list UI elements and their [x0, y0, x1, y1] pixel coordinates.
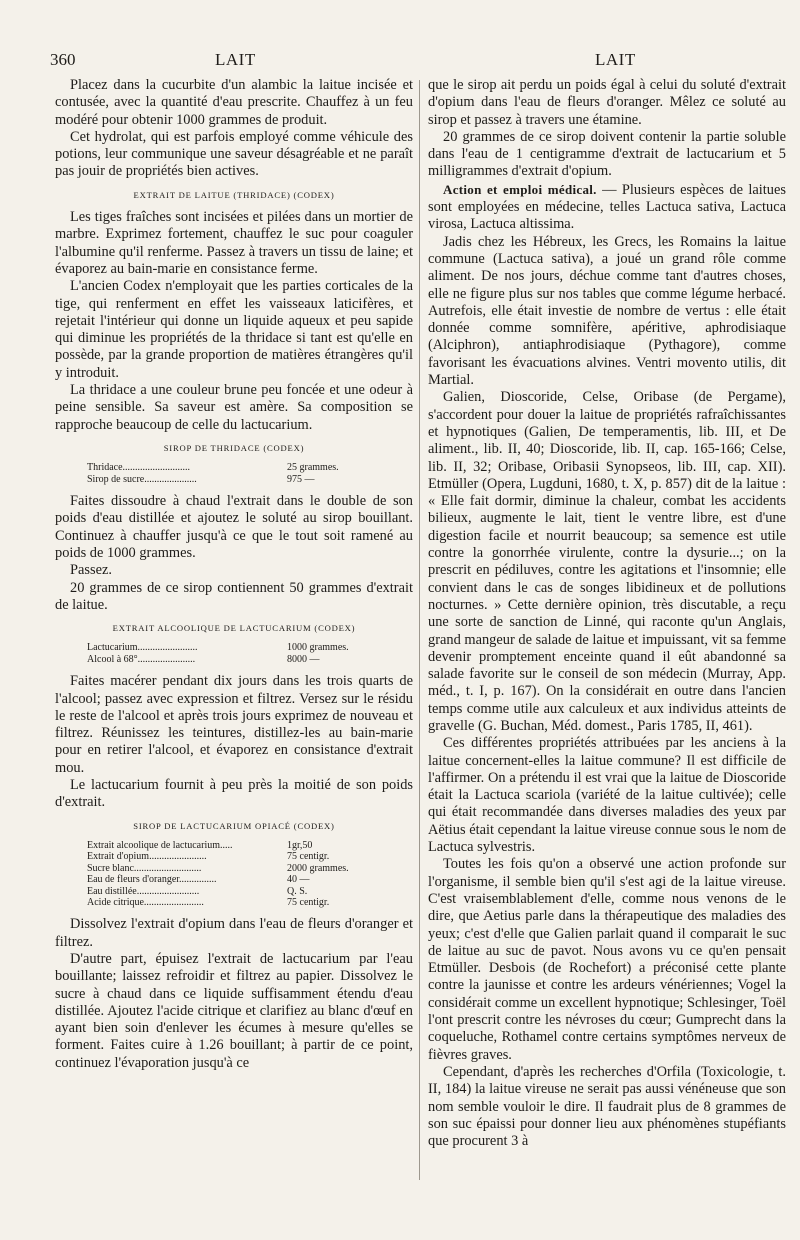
quantity: 25 grammes.	[287, 462, 339, 474]
paragraph: que le sirop ait perdu un poids égal à celui du soluté d'extrait d'opium dans l'eau de fleurs d'oranger. Mêlez ce soluté au sirop et passez à travers une étamine.	[428, 77, 786, 128]
section-heading: SIROP DE THRIDACE (CODEX)	[163, 442, 305, 453]
quantity: 2000 grammes.	[287, 862, 349, 874]
quantity: 8000 —	[287, 653, 320, 665]
quantity: 1gr,50	[287, 839, 313, 851]
section-heading: EXTRAIT DE LAITUE (THRIDACE) (CODEX)	[133, 189, 335, 200]
recipe-table	[87, 840, 349, 908]
paragraph: Cependant, d'après les recherches d'Orfila (Toxicologie, t. II, 184) la laitue vireuse ne serait pas aussi vénéneuse que son nom semble vouloir le dire. Il faudrait plus de 8 grammes de son suc épaissi pour donner lieu aux phénomènes stupéfiants que procurent 3 à	[428, 1063, 786, 1150]
recipe-table	[87, 462, 339, 485]
paragraph: Faites dissoudre à chaud l'extrait dans le double de son poids d'eau distillée et ajoutez le soluté au sirop bouillant. Continuez à chauffer jusqu'à ce que le tout soit ramené au poids de 1000 grammes.	[55, 493, 413, 561]
page-number: 360	[50, 50, 76, 69]
paragraph: Jadis chez les Hébreux, les Grecs, les Romains la laitue commune (Lactuca sativa), a joué un grand rôle comme aliment. De nos jours, déchue comme tant d'autres choses, elle ne figure plus sur nos tables que comme légume herbacé. Autrefois, elle était investie de nombre de vertus : elle était donnée comme somnifère, apéritive, aphrodisiaque (Alciphron), antiaphrodisiaque (Pythagore), comme favorisant les évacuations alvines. Ventri movento utilis, dit Martial.	[428, 233, 786, 389]
section-heading: EXTRAIT ALCOOLIQUE DE LACTUCARIUM (CODEX)	[112, 623, 356, 634]
ingredient: Acide citrique........................	[87, 896, 204, 908]
column-divider	[419, 80, 420, 1180]
paragraph: Cet hydrolat, qui est parfois employé comme véhicule des potions, leur communique une saveur désagréable et ne paraît pas jouir de propriétés bien actives.	[55, 128, 413, 180]
running-head-left: LAIT	[215, 50, 256, 69]
quantity: 1000 grammes.	[287, 642, 349, 654]
quantity: 975 —	[287, 473, 315, 485]
ingredient: Extrait d'opium.......................	[87, 851, 207, 863]
ingredient: Eau distillée.........................	[87, 885, 200, 897]
recipe-row	[87, 897, 349, 908]
paragraph: La thridace a une couleur brune peu foncée et une odeur à peine sensible. Sa saveur est amère. Sa composition se rapproche beaucoup de celle du lactucarium.	[55, 382, 413, 433]
quantity: 40 —	[287, 874, 310, 886]
paragraph: Placez dans la cucurbite d'un alambic la laitue incisée et contusée, avec la quantité d'eau prescrite. Chauffez à un feu modéré pour obtenir 1000 grammes de produit.	[55, 77, 413, 128]
paragraph: 20 grammes de ce sirop doivent contenir la partie soluble dans l'eau de 1 centigramme d'extrait de lactucarium et 5 milligrammes d'extrait d'opium.	[428, 128, 786, 180]
ingredient: Thridace...........................	[87, 462, 191, 474]
recipe-table	[87, 642, 349, 665]
recipe-row	[87, 851, 349, 862]
recipe-row	[87, 642, 349, 653]
recipe-row	[87, 840, 349, 851]
paragraph: Passez.	[70, 562, 112, 579]
recipe-row	[87, 863, 349, 874]
running-head-right: LAIT	[595, 50, 636, 69]
paragraph: Les tiges fraîches sont incisées et pilées dans un mortier de marbre. Exprimez fortement, chauffez le suc pour coaguler l'albumine qu'il renferme. Passez à travers un tissu de laine; et évaporez au bain-marie en consistance ferme.	[55, 209, 413, 277]
paragraph: Le lactucarium fournit à peu près la moitié de son poids d'extrait.	[55, 777, 413, 811]
paragraph: Galien, Dioscoride, Celse, Oribase (de Pergame), s'accordent pour douer la laitue de propriétés rafraîchissantes et hypnotiques (Galien, De temperamentis, lib. III, et De aliment., lib. II, 40; Dioscoride, lib. II, cap. 165-166; Celse, lib. II, 32; Oribase, Oribasii Synopseos, lib. III, cap. XII). Etmüller (Opera, Lugduni, 1680, t. X, p. 857) dit de la laitue : « Elle fait dormir, diminue la chaleur, combat les accidents bilieux, augmente le lait, tient le ventre libre, est d'une digestion facile et nourrit beaucoup; sa semence est utile contre la gonorrhée virulente, contre la dysurie...; on la prescrit en pédiluves, contre les agitations et l'insomnie; elle convient dans le cas de songes libidineux et de pollutions nocturnes. » Cette dernière opinion, très discutable, a reçu une sorte de sanction de Linné, qui raconte qu'un Anglais, grand mangeur de salade de laitue et impuissant, vit sa femme devenir promptement enceinte quand il eût abandonné sa salade favorite sur le conseil de son médecin (Murray, App. méd., t. I, p. 167). On la considérait en outre dans l'ancien temps comme utile aux calculeux et aux individus atteints de gravelle (G. Buchan, Méd. domest., Paris 1785, II, 461).	[428, 389, 786, 734]
quantity: 75 centigr.	[287, 851, 330, 863]
page-header	[50, 50, 760, 74]
right-column	[428, 77, 786, 1150]
paragraph: Toutes les fois qu'on a observé une action profonde sur l'organisme, il semble bien qu'il s'est agi de la laitue vireuse. C'est vraisemblablement d'elle, comme nous venons de le dire, que Aetius parle dans la thérapeutique des maladies des yeux; c'est d'elle que Galien parlait quand il comparait le suc de laitue au suc de pavot. Nous avons vu ce qu'en pensait Etmüller. Desbois (de Rochefort) a préconisé cette plante contre la jaunisse et contre les ardeurs vénériennes; Vogel la considérait comme un excellent hypnotique; Schlesinger, Toël l'ont prescrit contre les névroses du cœur; Gumprecht dans la coqueluche, Rothamel contre certains symptômes nerveux de fièvres graves.	[428, 856, 786, 1063]
paragraph	[428, 181, 786, 234]
section-heading: SIROP DE LACTUCARIUM OPIACÉ (CODEX)	[133, 820, 335, 831]
ingredient: Sirop de sucre.....................	[87, 473, 197, 485]
ingredient: Eau de fleurs d'oranger...............	[87, 874, 217, 886]
ingredient: Sucre blanc...........................	[87, 862, 202, 874]
quantity: Q. S.	[287, 885, 308, 897]
ingredient: Alcool à 68°.......................	[87, 653, 196, 665]
ingredient: Extrait alcoolique de lactucarium.....	[87, 839, 233, 851]
recipe-row	[87, 474, 339, 485]
recipe-row	[87, 874, 349, 885]
left-column	[55, 77, 413, 1072]
paragraph: L'ancien Codex n'employait que les parties corticales de la tige, qui renferment en effet les vaisseaux laticifères, et rejetait l'intérieur qui donne un liquide aqueux et peu sapide qui diminue les propriétés de la thridace si tant est qu'elle en possède, par la grande proportion de matières étrangères qu'il y introduit.	[55, 278, 413, 381]
recipe-row	[87, 654, 349, 665]
paragraph-text: — Plusieurs espèces de laitues sont employées en médecine, telles Lactuca sativa, Lactuca virosa, Lactuca altissima.	[428, 181, 786, 233]
quantity: 75 centigr.	[287, 896, 330, 908]
paragraph: Faites macérer pendant dix jours dans les trois quarts de l'alcool; passez avec expression et filtrez. Versez sur le résidu le reste de l'alcool et après trois jours exprimez de nouveau et filtrez. Réunissez les teintures, distillez-les au bain-marie pour en retirer l'alcool, et évaporez en consistance d'extrait mou.	[55, 673, 413, 776]
paragraph: Dissolvez l'extrait d'opium dans l'eau de fleurs d'oranger et filtrez.	[55, 916, 413, 950]
paragraph: 20 grammes de ce sirop contiennent 50 grammes d'extrait de laitue.	[55, 579, 413, 613]
recipe-row	[87, 462, 339, 473]
recipe-row	[87, 886, 349, 897]
paragraph: D'autre part, épuisez l'extrait de lactucarium par l'eau bouillante; laissez refroidir et filtrez au papier. Dissolvez le sucre à chaud dans ce liquide suffisamment étendu d'eau distillée. Ajoutez l'acide citrique et clarifiez au blanc d'œuf en ayant bien soin d'enlever les écumes à mesure qu'elles se forment. Faites cuire à 1.26 bouillant; à partir de ce point, continuez l'évaporation jusqu'à ce	[55, 950, 413, 1071]
run-in-heading: Action et emploi médical.	[443, 181, 597, 197]
paragraph: Ces différentes propriétés attribuées par les anciens à la laitue concernent-elles la laitue commune? Il est difficile de l'affirmer. On a prétendu il est vrai que la laitue de Dioscoride était la Lactuca scariola (variété de la laitue cultivée); celle qui était recommandée dans diverses maladies des yeux par Aëtius était cependant la laitue vireuse connue sous le nom de Lactuca sylvestris.	[428, 735, 786, 856]
ingredient: Lactucarium........................	[87, 642, 198, 654]
